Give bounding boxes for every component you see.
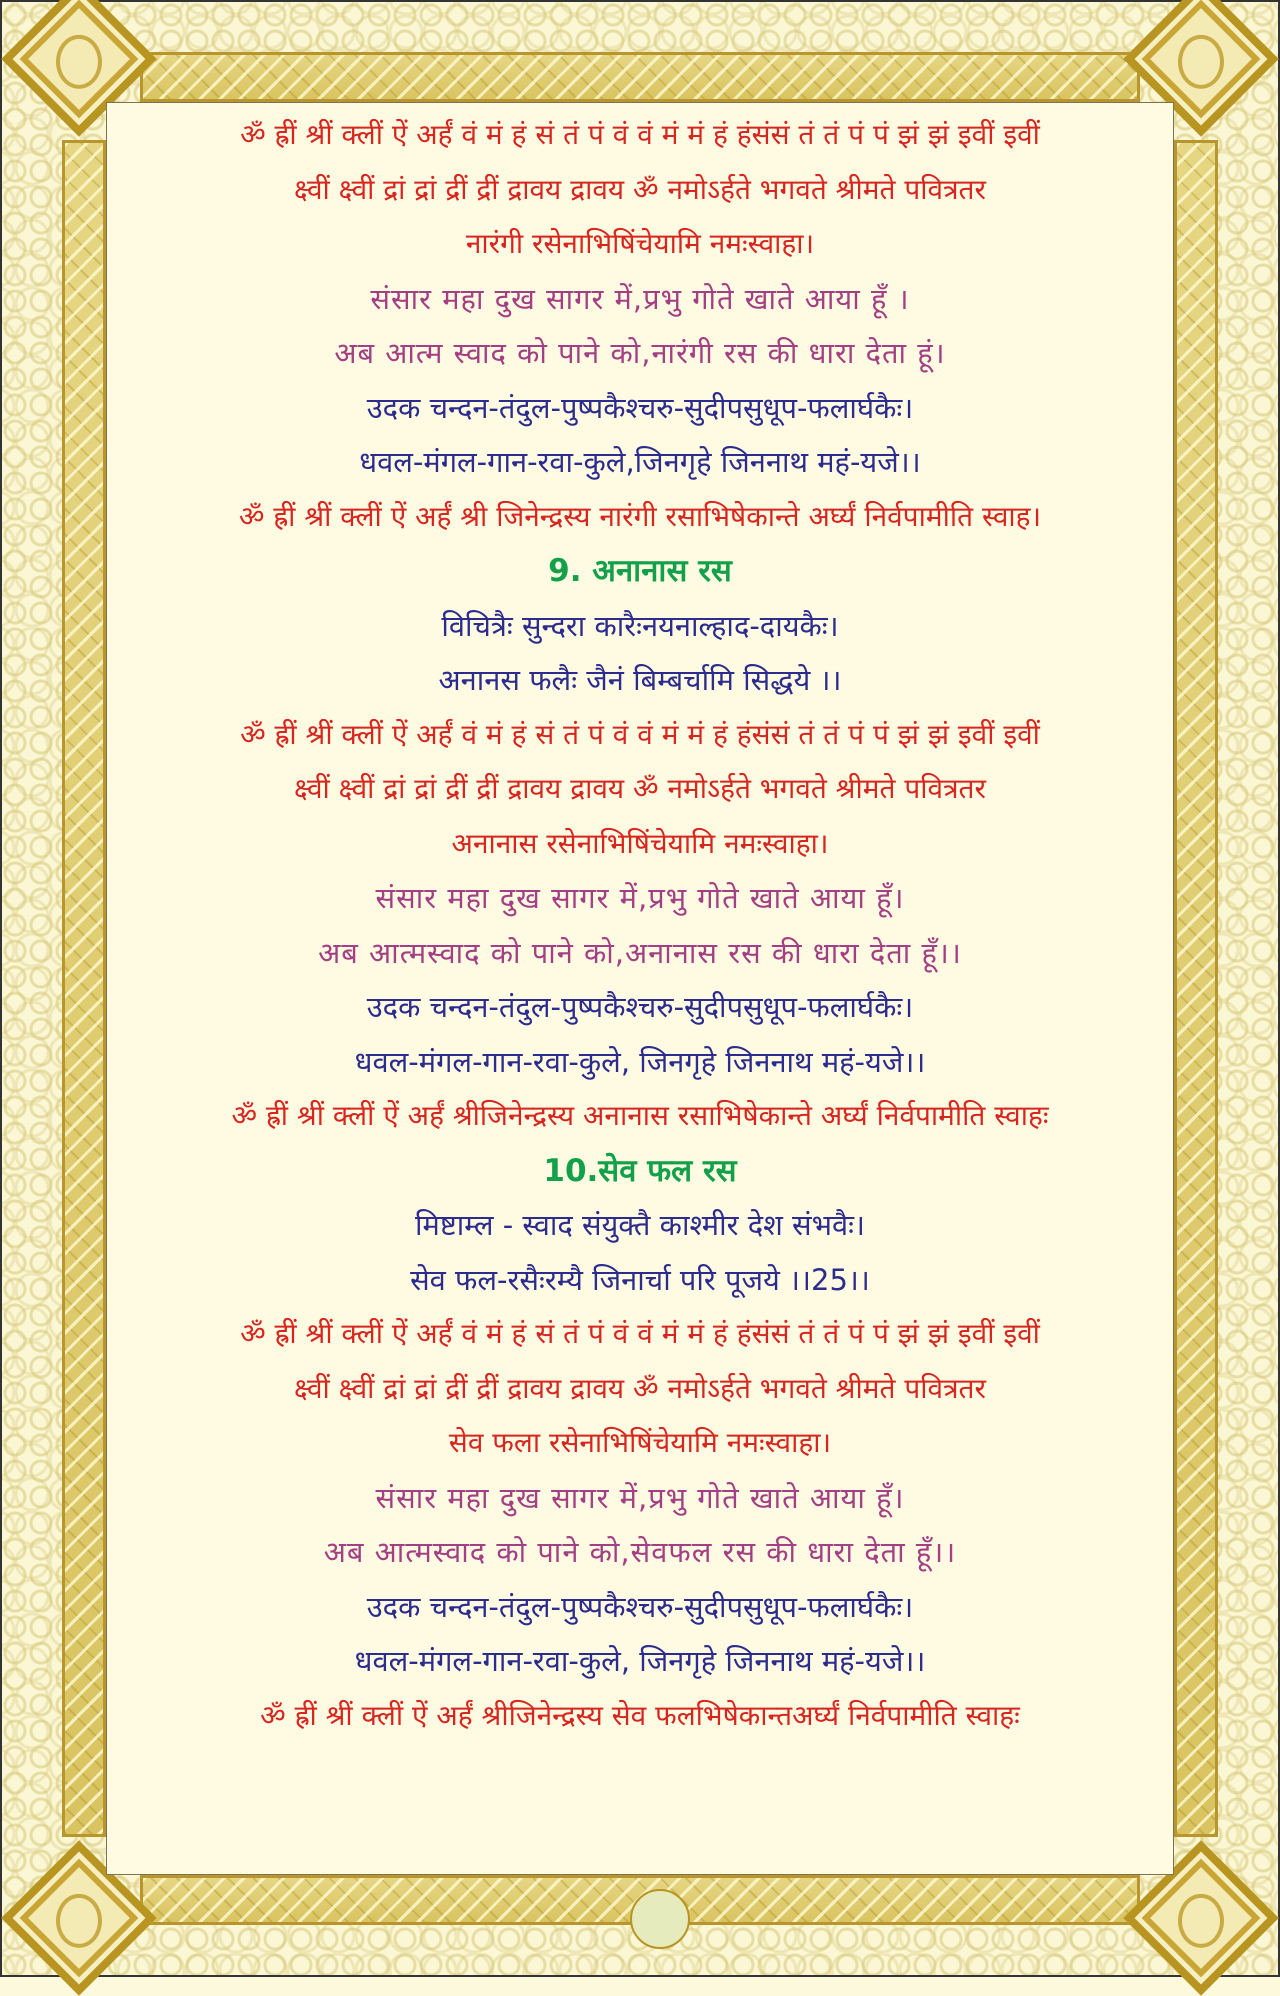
arghya-line: ॐ ह्रीं श्रीं क्लीं ऐं अर्हं श्री जिनेन्द्रस्य नारंगी रसाभिषेकान्ते अर्घ्यं निर्वपामीति स्वाह। [238,499,1042,533]
shloka-line: उदक चन्दन-तंदुल-पुष्पकैश्चरु-सुदीपसुधूप-फलार्घकैः। [366,1589,914,1624]
left-border-band [62,140,106,1837]
mantra-line: नारंगी रसेनाभिषिंचेयामि नमःस्वाहा। [465,227,815,260]
shloka-line: उदक चन्दन-तंदुल-पुष्पकैश्चरु-सुदीपसुधूप-फलार्घकैः। [366,390,914,425]
bottom-medallion-icon [630,1889,690,1949]
verse-line: विचित्रैः सुन्दरा कारैःनयनाल्हाद-दायकैः। [441,608,839,643]
shloka-line: उदक चन्दन-तंदुल-पुष्पकैश्चरु-सुदीपसुधूप-फलार्घकैः। [366,990,914,1024]
verse-line: सेव फल-रसैःरम्यै जिनार्चा परि पूजये ।।25।। [410,1262,870,1297]
section-narangi-ras [106,108,1174,544]
section-ananas-ras [106,544,1174,1144]
page-content [106,108,1174,1743]
right-border-band [1174,140,1218,1837]
mantra-line: अनानास रसेनाभिषिंचेयामि नमःस्वाहा। [451,826,829,860]
mantra-line: क्ष्वीं क्ष्वीं द्रां द्रां द्रीं द्रीं द्रावय द्रावय ॐ नमोऽर्हते भगवते श्रीमते पवित्रतर [294,172,986,206]
section-heading: 9. अनानास रस [548,553,732,589]
arghya-line: ॐ ह्रीं श्रीं क्लीं ऐं अर्हं श्रीजिनेन्द्रस्य सेव फलभिषेकान्तअर्घ्यं निर्वपामीति स्वाहः [260,1698,1020,1732]
mantra-line: ॐ ह्रीं श्रीं क्लीं ऐं अर्हं वं मं हं सं तं पं वं वं मं मं हं हंसंसं तं तं पं पं झं झं इवीं इवीं [240,1317,1040,1350]
verse-line: अनानस फलैः जैनं बिम्बर्चामि सिद्धये ।। [438,663,842,697]
verse-line: मिष्टाम्ल - स्वाद संयुक्तै काश्मीर देश संभवैः। [414,1208,866,1242]
bhajan-line: अब आत्म स्वाद को पाने को,नारंगी रस की धारा देता हूं। [334,336,946,370]
mantra-line: क्ष्वीं क्ष्वीं द्रां द्रां द्रीं द्रीं द्रावय द्रावय ॐ नमोऽर्हते भगवते श्रीमते पवित्रतर [294,772,986,805]
shloka-line: धवल-मंगल-गान-रवा-कुले, जिनगृहे जिननाथ महं-यजे।। [354,1044,926,1079]
shloka-line: धवल-मंगल-गान-रवा-कुले,जिनगृहे जिननाथ महं-यजे।। [359,445,921,479]
mantra-line: ॐ ह्रीं श्रीं क्लीं ऐं अर्हं वं मं हं सं तं पं वं वं मं मं हं हंसंसं तं तं पं पं झं झं इवीं इवीं [240,717,1040,751]
section-sev-phal-ras [106,1144,1174,1744]
bhajan-line: संसार महा दुख सागर में,प्रभु गोते खाते आया हूँ। [375,1480,905,1515]
mantra-line: सेव फला रसेनाभिषिंचेयामि नमःस्वाहा। [448,1426,832,1459]
top-border-band [140,52,1140,102]
arghya-line: ॐ ह्रीं श्रीं क्लीं ऐं अर्हं श्रीजिनेन्द्रस्य अनानास रसाभिषेकान्ते अर्घ्यं निर्वपामीति स्वाहः [231,1099,1049,1132]
bhajan-line: संसार महा दुख सागर में,प्रभु गोते खाते आया हूँ । [370,281,910,316]
shloka-line: धवल-मंगल-गान-रवा-कुले, जिनगृहे जिननाथ महं-यजे।। [354,1644,926,1678]
section-heading: 10.सेव फल रस [543,1152,737,1189]
bhajan-line: अब आत्मस्वाद को पाने को,अनानास रस की धारा देता हूँ।। [318,935,962,970]
bhajan-line: संसार महा दुख सागर में,प्रभु गोते खाते आया हूँ। [375,881,905,915]
mantra-line: क्ष्वीं क्ष्वीं द्रां द्रां द्रीं द्रीं द्रावय द्रावय ॐ नमोऽर्हते भगवते श्रीमते पवित्रतर [294,1371,986,1405]
bhajan-line: अब आत्मस्वाद को पाने को,सेवफल रस की धारा देता हूँ।। [323,1535,957,1569]
mantra-line: ॐ ह्रीं श्रीं क्लीं ऐं अर्हं वं मं हं सं तं पं वं वं मं मं हं हंसंसं तं तं पं पं झं झं इवीं इवीं [240,118,1040,151]
